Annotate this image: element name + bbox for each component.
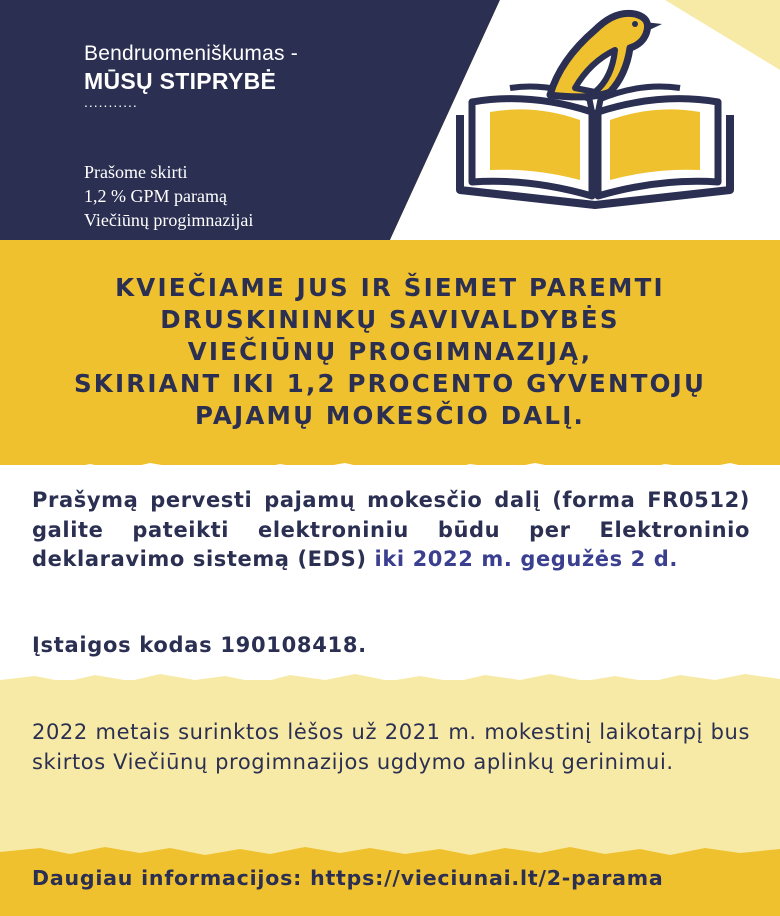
headline-line-4: SKIRIANT IKI 1,2 PROCENTO GYVENTOJŲ [73, 369, 707, 398]
headline-line-2: DRUSKININKŲ SAVIVALDYBĖS [160, 305, 620, 334]
bird-on-open-book-icon [430, 0, 780, 240]
headline-line-1: KVIEČIAME JUS IR ŠIEMET PAREMTI [115, 273, 665, 302]
tagline-line-2: MŪSŲ STIPRYBĖ [84, 68, 277, 94]
ask-line-1: Prašome skirti [84, 162, 188, 182]
ask-line-2: 1,2 % GPM paramą [84, 186, 227, 206]
usage-text: 2022 metais surinktos lėšos už 2021 m. mokestinį laikotarpį bus skirtos Viečiūnų progimnazijos ugdymo aplinkų gerinimui. [32, 720, 750, 774]
request-text [32, 486, 750, 575]
more-info-link[interactable]: Daugiau informacijos: https://vieciunai.lt/2-parama [32, 866, 664, 890]
torn-edge-divider [0, 455, 780, 477]
top-banner [0, 0, 780, 240]
headline-line-5: PAJAMŲ MOKESČIO DALĮ. [194, 401, 586, 430]
deadline: iki 2022 m. gegužės 2 d. [374, 547, 678, 571]
request-body: Prašymą pervesti pajamų mokesčio dalį (forma FR0512) galite pateikti elektroniniu būdu per Elektroninio deklaravimo sistemą (EDS) [32, 488, 750, 571]
torn-edge-divider-2 [0, 670, 780, 690]
donation-ask [84, 160, 253, 232]
institution-code: Įstaigos kodas 190108418. [32, 633, 367, 657]
ask-line-3: Viečiūnų progimnazijai [84, 210, 254, 230]
tagline [84, 42, 364, 109]
headline-line-3: VIEČIŪNŲ PROGIMNAZIJĄ, [187, 337, 593, 366]
tagline-dots: ........... [84, 94, 138, 110]
tagline-line-1: Bendruomeniškumas - [84, 42, 298, 65]
headline [0, 272, 780, 432]
